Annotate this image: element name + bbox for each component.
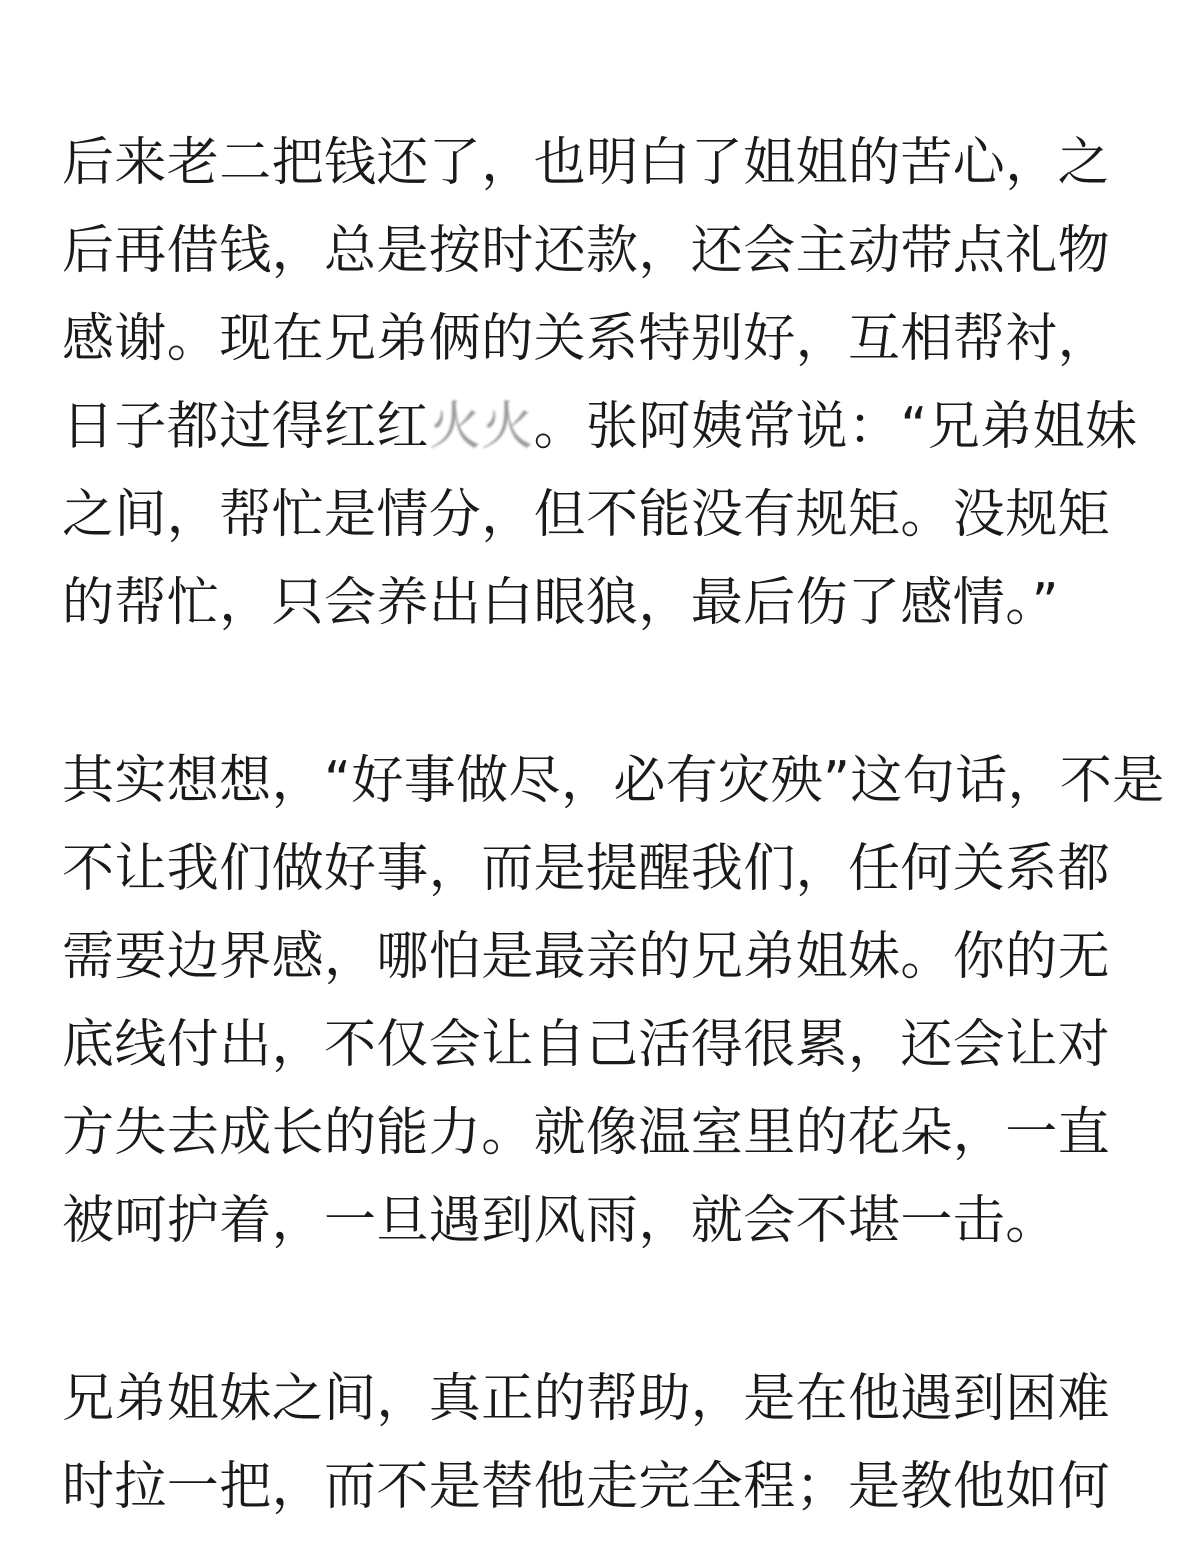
text-segment: 日子都过得红红 — [62, 397, 429, 457]
paragraph-spacer — [62, 647, 1122, 737]
paragraph-1 — [62, 119, 1138, 647]
blurred-word: 火火 — [428, 397, 534, 457]
text-line: 被呵护着，一旦遇到风雨，就会不堪一击。 — [62, 1191, 1058, 1251]
text-line: 底线付出，不仅会让自己活得很累，还会让对 — [62, 1015, 1111, 1075]
text-line: 时拉一把，而不是替他走完全程；是教他如何 — [62, 1457, 1111, 1517]
text-line: 的帮忙，只会养出白眼狼，最后伤了感情。” — [62, 573, 1059, 633]
text-line: 需要边界感，哪怕是最亲的兄弟姐妹。你的无 — [62, 927, 1111, 987]
text-line: 后来老二把钱还了，也明白了姐姐的苦心，之 — [62, 133, 1111, 193]
text-line — [62, 383, 1138, 471]
paragraph-2 — [62, 737, 1165, 1265]
text-line: 兄弟姐妹之间，真正的帮助，是在他遇到困难 — [62, 1369, 1111, 1429]
text-segment: 。张阿姨常说：“兄弟姐妹 — [533, 397, 1138, 457]
paragraph-spacer — [62, 1265, 1122, 1355]
paragraph-3 — [62, 1355, 1122, 1531]
text-line: 其实想想，“好事做尽，必有灾殃”这句话，不是 — [62, 751, 1165, 811]
text-line: 感谢。现在兄弟俩的关系特别好，互相帮衬， — [62, 309, 1111, 369]
text-line: 之间，帮忙是情分，但不能没有规矩。没规矩 — [62, 485, 1111, 545]
text-line: 方失去成长的能力。就像温室里的花朵，一直 — [62, 1103, 1111, 1163]
text-line: 后再借钱，总是按时还款，还会主动带点礼物 — [62, 221, 1111, 281]
article-body — [62, 119, 1165, 1531]
text-line: 不让我们做好事，而是提醒我们，任何关系都 — [62, 839, 1111, 899]
